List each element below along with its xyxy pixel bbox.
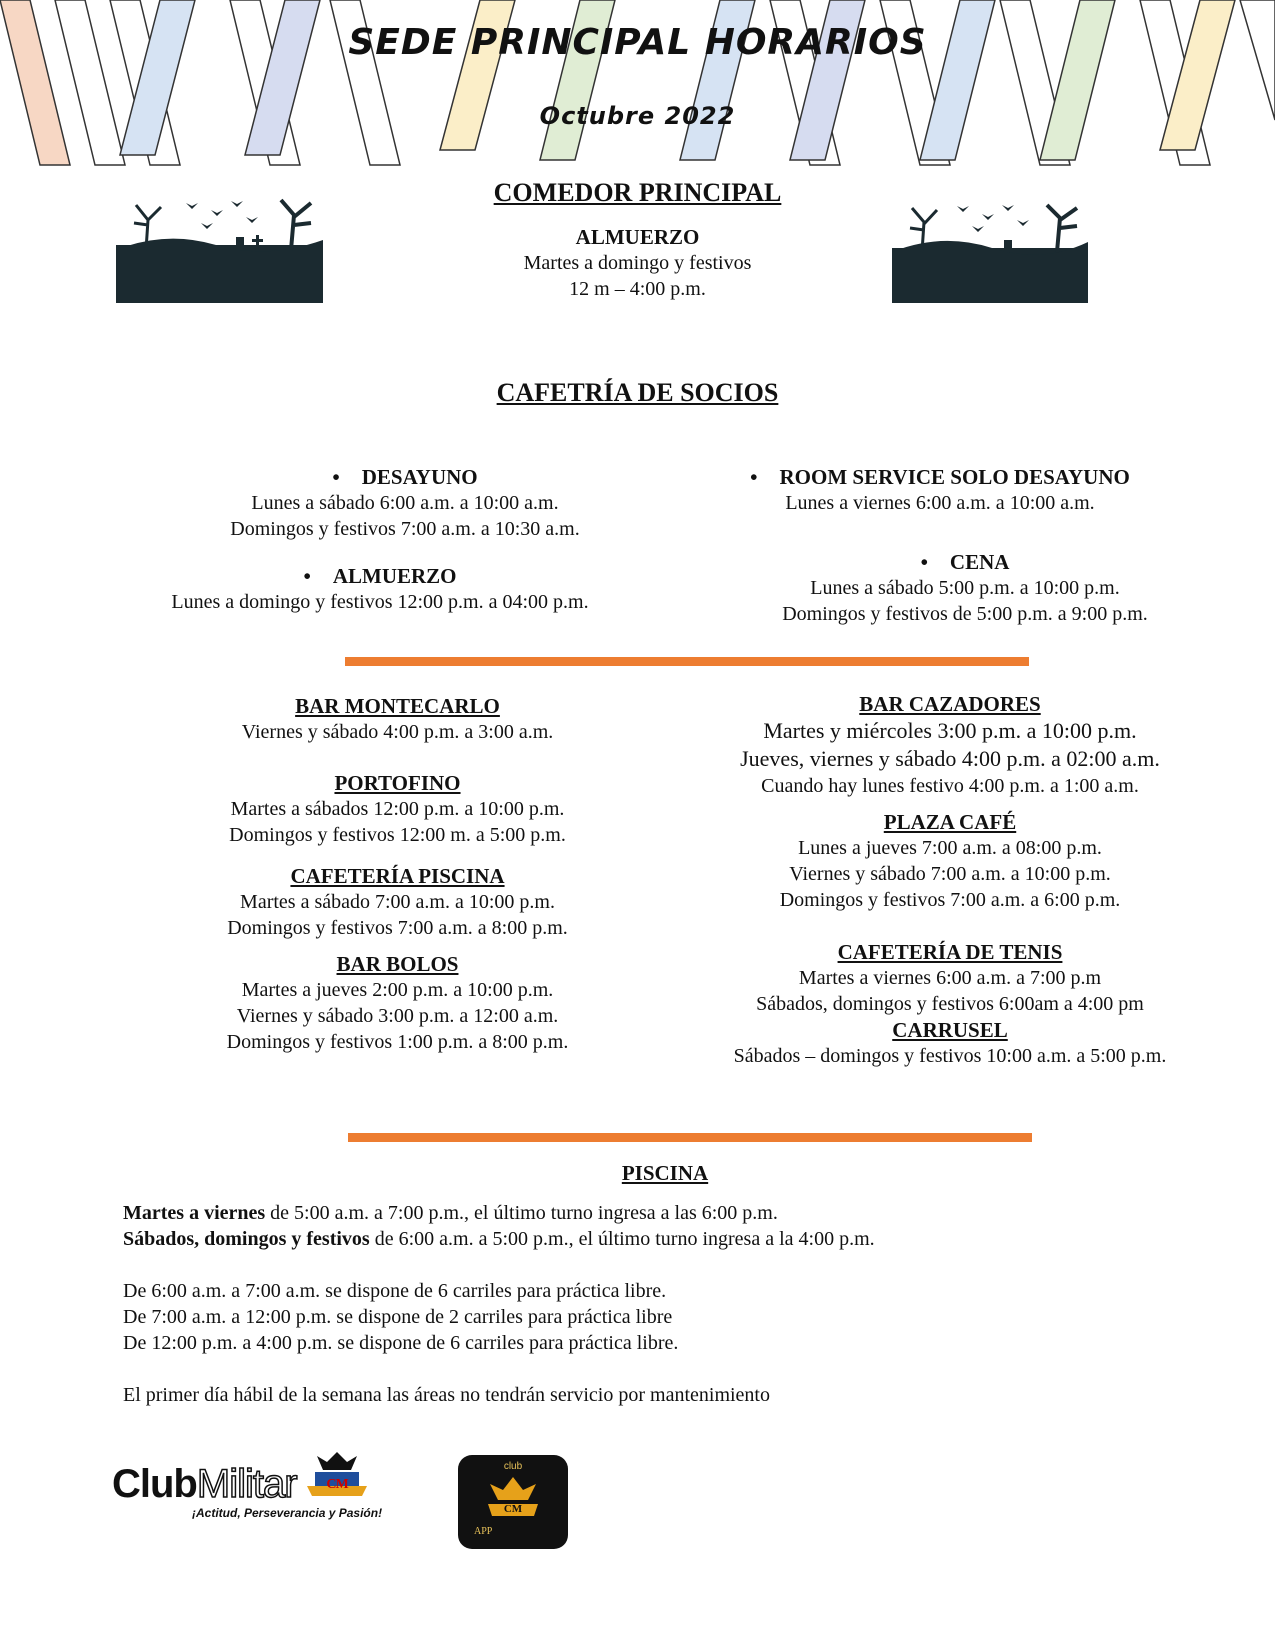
cena-line: Domingos y festivos de 5:00 p.m. a 9:00 p.m.	[782, 603, 1148, 625]
venue-plaza-cafe	[690, 809, 1210, 913]
app-logo-mid-text: CM	[503, 1503, 523, 1515]
piscina-lane-line: De 7:00 a.m. a 12:00 p.m. se dispone de 2 carriles para práctica libre	[123, 1306, 673, 1328]
desayuno-line: Lunes a sábado 6:00 a.m. a 10:00 a.m.	[251, 492, 559, 514]
comedor-section	[380, 180, 895, 302]
venues-left-column	[170, 693, 625, 1055]
venue-line: Martes y miércoles 3:00 p.m. a 10:00 p.m.	[763, 718, 1137, 743]
piscina-details	[123, 1200, 1173, 1408]
piscina-line2-days: Sábados, domingos y festivos	[123, 1228, 370, 1250]
bullet-icon: •	[332, 465, 340, 489]
venue-name: BAR BOLOS	[336, 952, 459, 976]
comedor-meal: ALMUERZO	[575, 225, 700, 249]
piscina-line2-text: de 6:00 a.m. a 5:00 p.m., el último turno ingresa a la 4:00 p.m.	[369, 1228, 875, 1250]
venue-line: Martes a jueves 2:00 p.m. a 10:00 p.m.	[241, 979, 554, 1001]
venue-line: Sábados, domingos y festivos 6:00am a 4:00 pm	[756, 993, 1144, 1015]
club-militar-logo	[112, 1462, 382, 1520]
venue-name: BAR CAZADORES	[859, 692, 1041, 716]
bullet-icon: •	[750, 465, 758, 489]
venue-line: Domingos y festivos 7:00 a.m. a 6:00 p.m.	[779, 889, 1121, 911]
venue-bar-montecarlo	[170, 693, 625, 745]
venue-line: Domingos y festivos 7:00 a.m. a 8:00 p.m.	[227, 917, 568, 939]
logo-text-militar: Militar	[196, 1462, 297, 1506]
logo-text-club: Club	[112, 1462, 197, 1506]
venue-name: PORTOFINO	[334, 771, 461, 795]
desayuno-block	[130, 464, 680, 542]
bullet-icon: •	[303, 564, 311, 588]
comedor-hours: 12 m – 4:00 p.m.	[569, 278, 706, 300]
cafeteria-socios-title: CAFETRÍA DE SOCIOS	[496, 378, 779, 407]
venue-name: CARRUSEL	[892, 1018, 1008, 1042]
comedor-title: COMEDOR PRINCIPAL	[493, 178, 782, 207]
piscina-title-wrap	[560, 1160, 770, 1186]
bullet-icon: •	[920, 550, 928, 574]
room-service-block	[720, 464, 1160, 516]
piscina-lane-line: De 12:00 p.m. a 4:00 p.m. se dispone de 6 carriles para práctica libre.	[123, 1332, 679, 1354]
venue-line: Viernes y sábado 7:00 a.m. a 10:00 p.m.	[789, 863, 1111, 885]
page-title: SEDE PRINCIPAL HORARIOS	[348, 22, 927, 63]
eagle-shield-icon	[307, 1450, 367, 1505]
venue-name: PLAZA CAFÉ	[883, 810, 1017, 834]
comedor-days: Martes a domingo y festivos	[523, 252, 752, 274]
cafeteria-socios-title-wrap	[380, 380, 895, 406]
app-logo-top-text: club	[503, 1461, 523, 1472]
venue-line: Viernes y sábado 4:00 p.m. a 3:00 a.m.	[241, 721, 554, 743]
venue-line: Lunes a jueves 7:00 a.m. a 08:00 p.m.	[798, 837, 1102, 859]
venue-line: Martes a viernes 6:00 a.m. a 7:00 p.m	[798, 967, 1102, 989]
cena-label: CENA	[949, 550, 1010, 574]
venue-line: Domingos y festivos 12:00 m. a 5:00 p.m.	[229, 824, 566, 846]
almuerzo-line: Lunes a domingo y festivos 12:00 p.m. a 04:00 p.m.	[171, 591, 589, 613]
venue-bar-bolos	[170, 951, 625, 1055]
piscina-line1-text: de 5:00 a.m. a 7:00 p.m., el último turno ingresa a las 6:00 p.m.	[265, 1202, 778, 1224]
eagle-emblem-icon	[458, 1472, 568, 1527]
venue-cafeteria-tenis	[690, 939, 1210, 1017]
almuerzo-label: ALMUERZO	[332, 564, 457, 588]
cena-block	[735, 549, 1195, 627]
venue-name: CAFETERÍA DE TENIS	[837, 940, 1063, 964]
desayuno-line: Domingos y festivos 7:00 a.m. a 10:30 a.m.	[230, 518, 580, 540]
venues-right-column	[690, 691, 1210, 1069]
section-divider	[345, 657, 1029, 666]
desayuno-label: DESAYUNO	[361, 465, 478, 489]
venue-name: BAR MONTECARLO	[295, 694, 500, 718]
almuerzo-block	[110, 563, 650, 615]
venue-cafeteria-piscina	[170, 863, 625, 941]
halloween-graveyard-image	[892, 200, 1088, 303]
piscina-title: PISCINA	[621, 1161, 709, 1185]
piscina-line1-days: Martes a viernes	[123, 1202, 266, 1224]
room-service-label: ROOM SERVICE SOLO DESAYUNO	[779, 465, 1130, 489]
venue-line: Viernes y sábado 3:00 p.m. a 12:00 a.m.	[236, 1005, 559, 1027]
venue-carrusel	[690, 1017, 1210, 1069]
venue-name: CAFETERÍA PISCINA	[290, 864, 505, 888]
room-service-line: Lunes a viernes 6:00 a.m. a 10:00 a.m.	[785, 492, 1095, 514]
logo-slogan: ¡Actitud, Perseverancia y Pasión!	[192, 1506, 383, 1520]
piscina-note: El primer día hábil de la semana las áreas no tendrán servicio por mantenimiento	[123, 1384, 770, 1406]
venue-line: Jueves, viernes y sábado 4:00 p.m. a 02:00 a.m.	[740, 746, 1160, 771]
venue-line: Cuando hay lunes festivo 4:00 p.m. a 1:00 a.m.	[761, 775, 1139, 797]
halloween-graveyard-image	[116, 195, 323, 303]
piscina-lane-line: De 6:00 a.m. a 7:00 a.m. se dispone de 6 carriles para práctica libre.	[123, 1280, 667, 1302]
venue-line: Martes a sábado 7:00 a.m. a 10:00 p.m.	[240, 891, 555, 913]
cena-line: Lunes a sábado 5:00 p.m. a 10:00 p.m.	[810, 577, 1120, 599]
svg-text:CM: CM	[326, 1477, 348, 1492]
venue-portofino	[170, 770, 625, 848]
club-militar-app-icon	[458, 1455, 568, 1549]
section-divider	[348, 1133, 1032, 1142]
venue-bar-cazadores	[690, 691, 1210, 799]
venue-line: Domingos y festivos 1:00 p.m. a 8:00 p.m.	[226, 1031, 569, 1053]
venue-line: Sábados – domingos y festivos 10:00 a.m. a 5:00 p.m.	[733, 1045, 1167, 1067]
app-logo-bottom-text: APP	[474, 1526, 493, 1537]
page-subtitle: Octubre 2022	[539, 102, 736, 130]
venue-line: Martes a sábados 12:00 p.m. a 10:00 p.m.	[230, 798, 565, 820]
